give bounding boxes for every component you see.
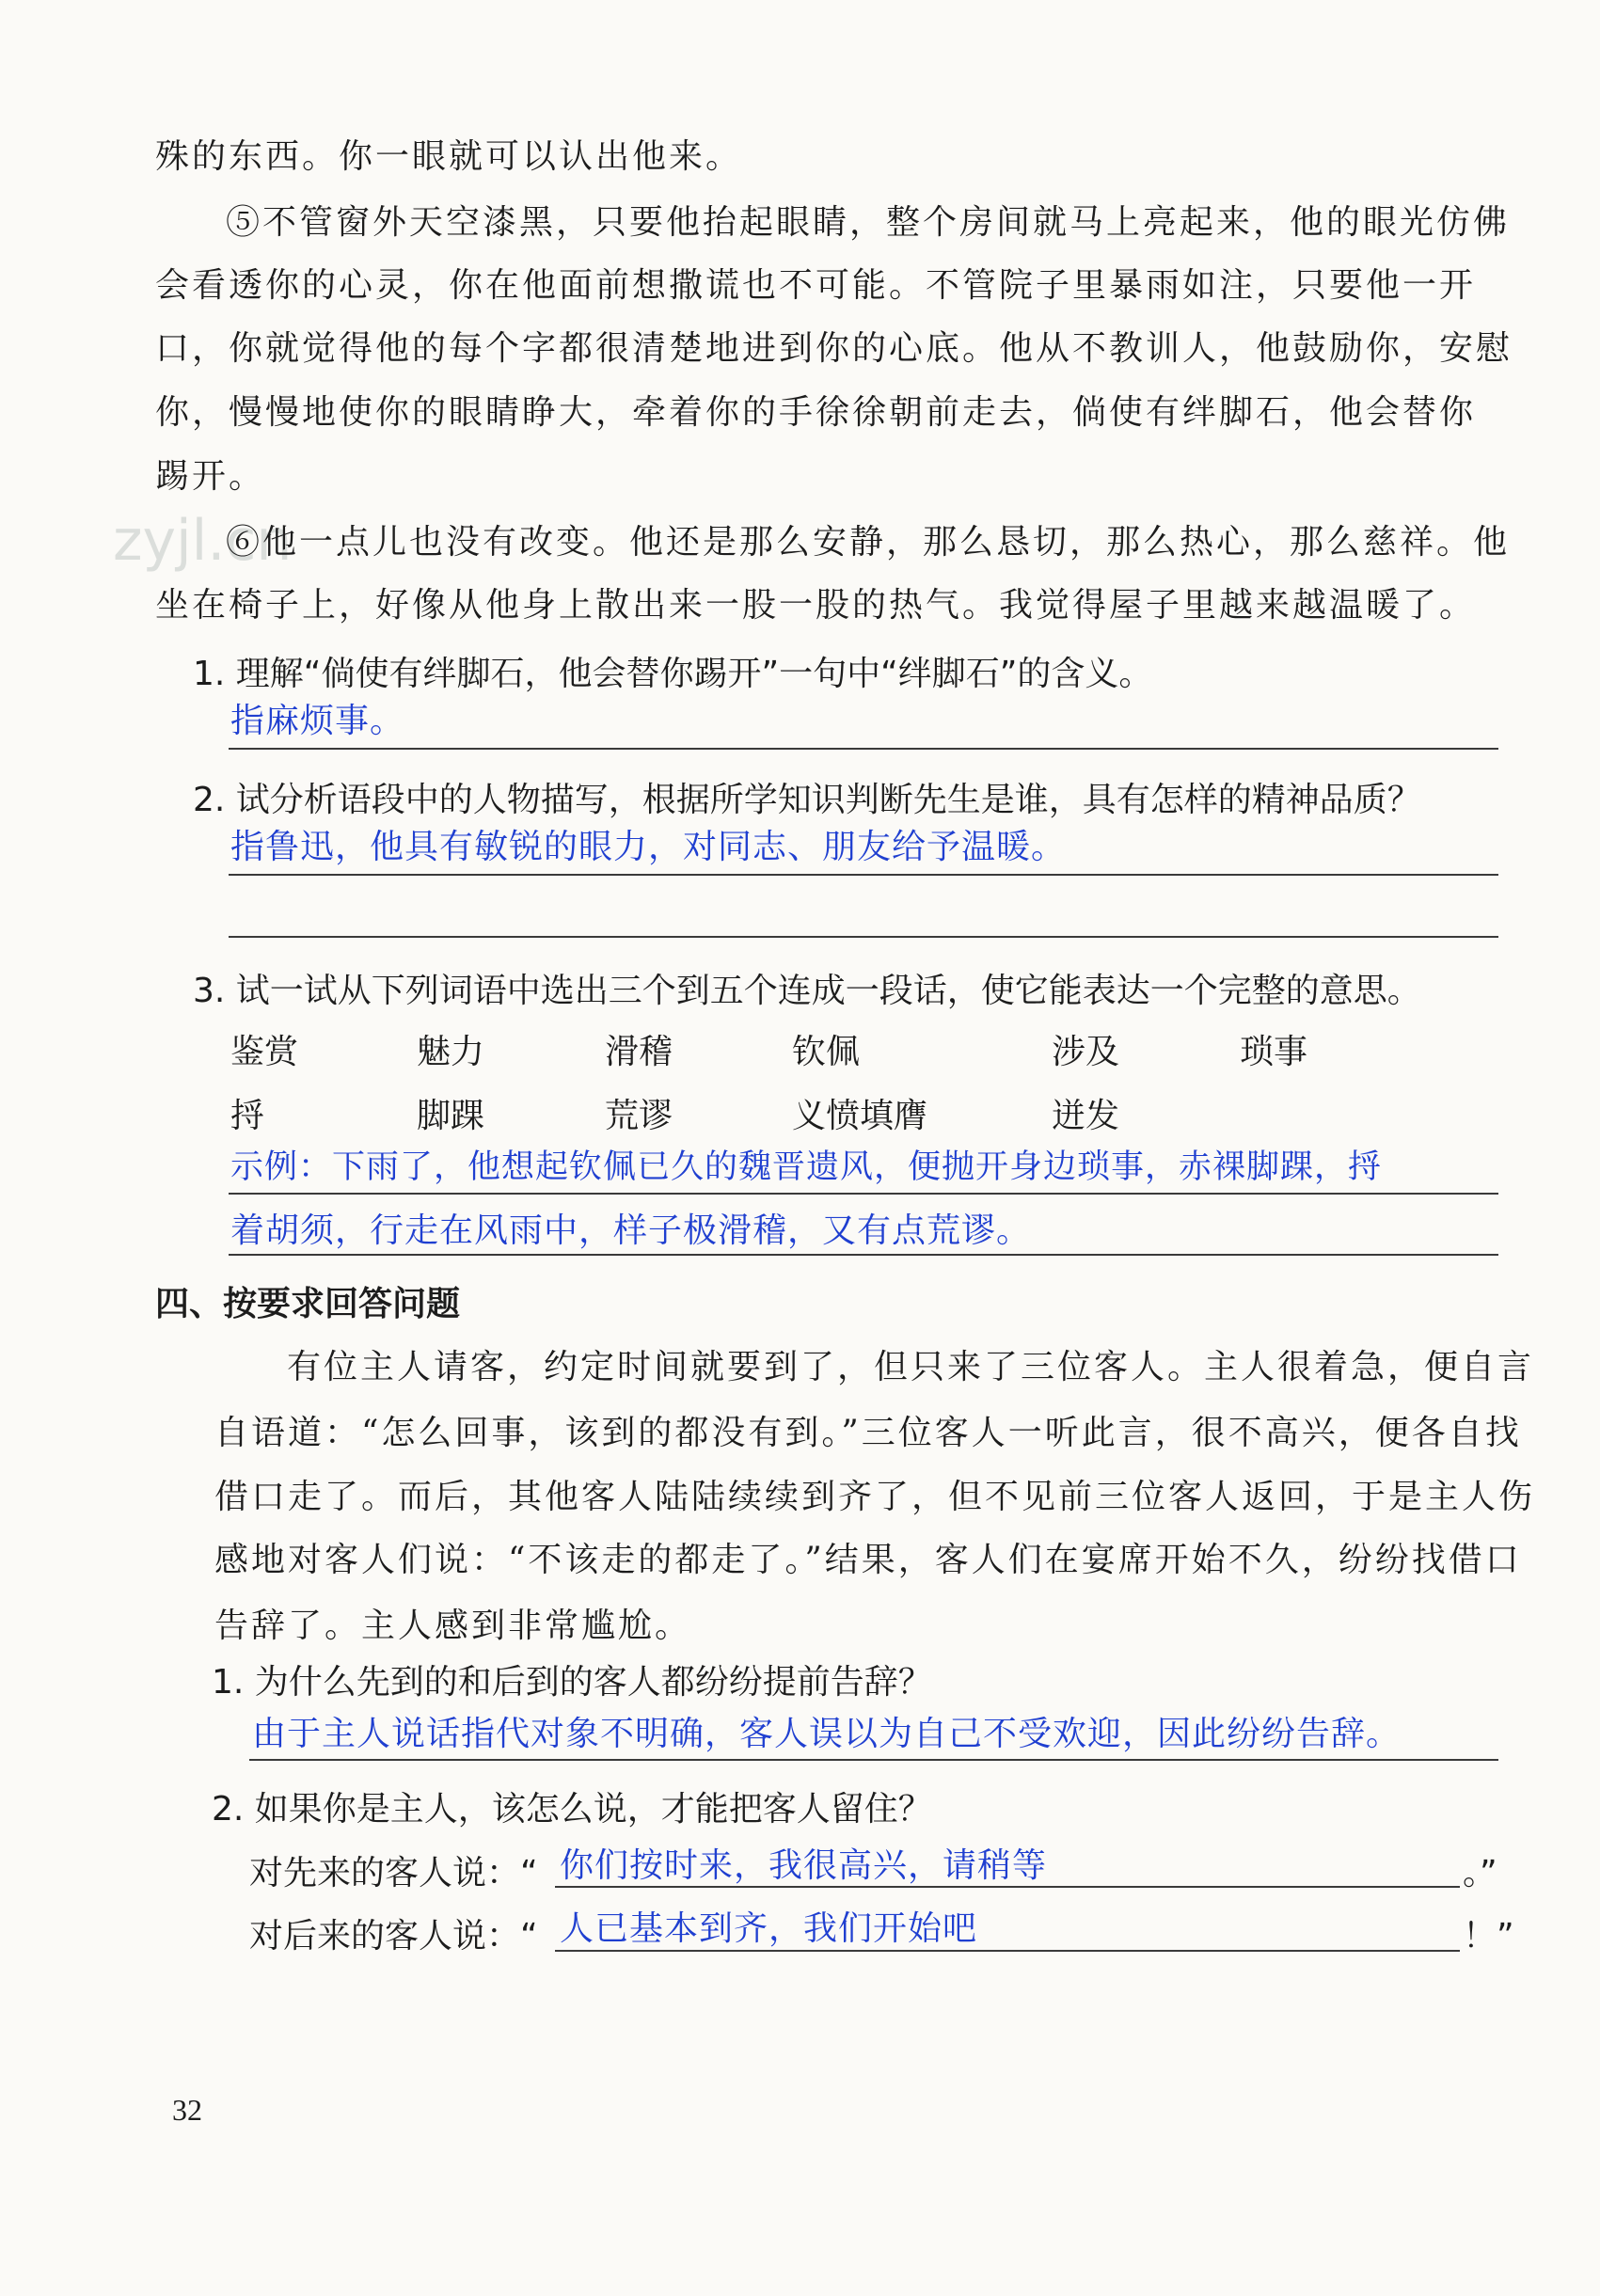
word-item: 琐事 xyxy=(1240,1033,1308,1071)
question-3: 3. 试一试从下列词语中选出三个到五个连成一段话，使它能表达一个完整的意思。 xyxy=(193,972,1421,1010)
passage-line-3: 会看透你的心灵，你在他面前想撒谎也不可能。不管院子里暴雨如注，只要他一开 xyxy=(155,266,1477,305)
passage-line-6: 踢开。 xyxy=(155,457,266,496)
answer-3-line-1: 示例：下雨了，他想起钦佩已久的魏晋遗风，便抛开身边琐事，赤裸脚踝，捋 xyxy=(230,1148,1383,1186)
question-1: 1. 理解“倘使有绊脚石，他会替你踢开”一句中“绊脚石”的含义。 xyxy=(193,655,1153,693)
word-item: 涉及 xyxy=(1052,1033,1120,1071)
answer-line xyxy=(229,1254,1498,1256)
word-item: 魅力 xyxy=(417,1033,485,1071)
answer-line xyxy=(229,1193,1498,1195)
section4-question-2: 2. 如果你是主人，该怎么说，才能把客人留住？ xyxy=(212,1790,932,1829)
passage-line-1: 殊的东西。你一眼就可以认出他来。 xyxy=(155,137,743,176)
section-heading: 四、按要求回答问题 xyxy=(155,1285,461,1323)
story-line-2: 自语道：“怎么回事，该到的都没有到。”三位客人一听此言，很不高兴，便各自找 xyxy=(214,1414,1522,1452)
answer-line xyxy=(555,1886,1460,1888)
word-item: 滑稽 xyxy=(605,1033,673,1071)
question-2: 2. 试分析语段中的人物描写，根据所学知识判断先生是谁，具有怎样的精神品质？ xyxy=(193,781,1421,819)
answer-2: 指鲁迅，他具有敏锐的眼力，对同志、朋友给予温暖。 xyxy=(230,828,1067,866)
passage-line-5: 你，慢慢地使你的眼睛睁大，牵着你的手徐徐朝前走去，倘使有绊脚石，他会替你 xyxy=(155,393,1477,432)
word-item: 捋 xyxy=(230,1097,265,1135)
answer-line xyxy=(229,936,1498,938)
word-item: 钦佩 xyxy=(792,1033,861,1071)
answer-line xyxy=(229,874,1498,876)
late-guest-prefix: 对后来的客人说：“ xyxy=(249,1917,538,1956)
word-item: 鉴赏 xyxy=(230,1033,299,1071)
answer-1: 指麻烦事。 xyxy=(230,702,405,740)
late-guest-answer: 人已基本到齐，我们开始吧 xyxy=(560,1909,978,1948)
passage-line-4: 口，你就觉得他的每个字都很清楚地进到你的心底。他从不教训人，他鼓励你，安慰 xyxy=(155,329,1513,368)
passage-line-2: ⑤不管窗外天空漆黑，只要他抬起眼睛，整个房间就马上亮起来，他的眼光仿佛 xyxy=(226,203,1511,242)
section4-answer-1: 由于主人说话指代对象不明确，客人误以为自己不受欢迎，因此纷纷告辞。 xyxy=(252,1715,1402,1753)
section4-question-1: 1. 为什么先到的和后到的客人都纷纷提前告辞？ xyxy=(212,1663,932,1702)
watermark: zyjl.cn xyxy=(113,508,293,574)
early-guest-answer: 你们按时来，我很高兴，请稍等 xyxy=(560,1846,1048,1885)
page-number: 32 xyxy=(172,2093,202,2127)
word-item: 义愤填膺 xyxy=(792,1097,928,1135)
story-line-3: 借口走了。而后，其他客人陆陆续续到齐了，但不见前三位客人返回，于是主人伤 xyxy=(214,1478,1536,1516)
word-item: 荒谬 xyxy=(605,1097,673,1135)
late-guest-suffix: ！” xyxy=(1463,1917,1514,1956)
story-line-1: 有位主人请客，约定时间就要到了，但只来了三位客人。主人很着急，便自言 xyxy=(287,1348,1535,1386)
story-line-4: 感地对客人们说：“不该走的都走了。”结果，客人们在宴席开始不久，纷纷找借口 xyxy=(214,1541,1522,1579)
word-item: 迸发 xyxy=(1052,1097,1120,1135)
answer-3-line-2: 着胡须，行走在风雨中，样子极滑稽，又有点荒谬。 xyxy=(230,1211,1032,1250)
early-guest-suffix: 。” xyxy=(1463,1854,1497,1892)
passage-line-7: ⑥他一点儿也没有改变。他还是那么安静，那么恳切，那么热心，那么慈祥。他 xyxy=(226,523,1511,562)
story-line-5: 告辞了。主人感到非常尴尬。 xyxy=(214,1607,692,1645)
early-guest-prefix: 对先来的客人说：“ xyxy=(249,1854,538,1892)
word-item: 脚踝 xyxy=(417,1097,485,1135)
answer-line xyxy=(229,748,1498,750)
passage-line-8: 坐在椅子上，好像从他身上散出来一股一股的热气。我觉得屋子里越来越温暖了。 xyxy=(155,586,1477,625)
answer-line xyxy=(555,1950,1460,1952)
answer-line xyxy=(249,1759,1498,1761)
